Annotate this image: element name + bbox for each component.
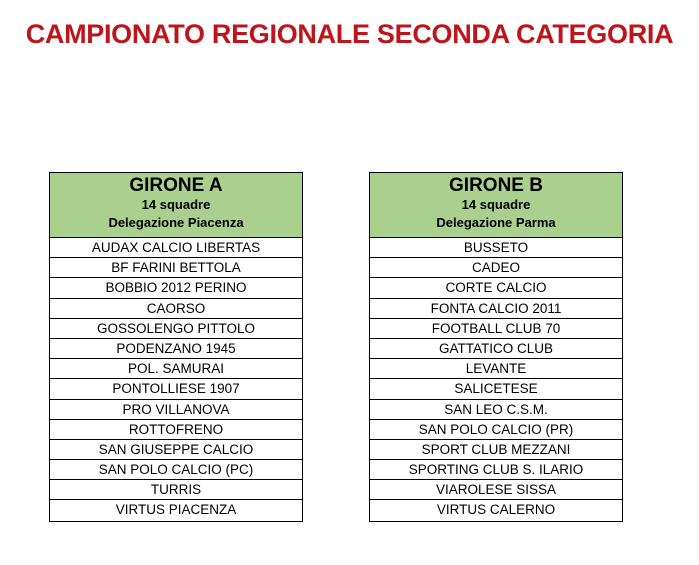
team-row: TURRIS <box>50 480 302 500</box>
team-row: VIRTUS PIACENZA <box>115 502 237 518</box>
group-a-header <box>50 173 302 238</box>
team-row: BUSSETO <box>370 238 622 258</box>
team-row: BOBBIO 2012 PERINO <box>50 278 302 298</box>
team-row: SPORT CLUB MEZZANI <box>370 440 622 460</box>
team-row: CADEO <box>370 258 622 278</box>
team-row: FONTA CALCIO 2011 <box>370 299 622 319</box>
team-row: SAN LEO C.S.M. <box>370 400 622 420</box>
group-b-table <box>369 172 623 522</box>
group-b-team-count: 14 squadre <box>461 197 531 212</box>
group-b-delegation: Delegazione Parma <box>436 215 556 230</box>
team-row: FOOTBALL CLUB 70 <box>370 319 622 339</box>
group-b-name: GIRONE B <box>449 175 543 196</box>
team-row: ROTTOFRENO <box>50 420 302 440</box>
team-row: BF FARINI BETTOLA <box>50 258 302 278</box>
team-row: CAORSO <box>50 299 302 319</box>
group-b-header <box>370 173 622 238</box>
team-row: SAN GIUSEPPE CALCIO <box>50 440 302 460</box>
group-a-team-count: 14 squadre <box>141 197 211 212</box>
team-row: VIRTUS CALERNO <box>436 502 556 518</box>
group-a-team-list <box>50 238 302 521</box>
page-title: CAMPIONATO REGIONALE SECONDA CATEGORIA <box>25 19 674 49</box>
team-row: GOSSOLENGO PITTOLO <box>50 319 302 339</box>
team-row: SAN POLO CALCIO (PC) <box>50 460 302 480</box>
group-a-name: GIRONE A <box>129 175 223 196</box>
team-row: PRO VILLANOVA <box>50 400 302 420</box>
group-b-team-list <box>370 238 622 521</box>
team-row: POL. SAMURAI <box>50 359 302 379</box>
team-row: SPORTING CLUB S. ILARIO <box>370 460 622 480</box>
team-row: SAN POLO CALCIO (PR) <box>370 420 622 440</box>
team-row: LEVANTE <box>370 359 622 379</box>
team-row: PODENZANO 1945 <box>50 339 302 359</box>
group-a-delegation: Delegazione Piacenza <box>108 215 244 230</box>
group-a-table <box>49 172 303 522</box>
team-row: SALICETESE <box>370 379 622 399</box>
team-row: AUDAX CALCIO LIBERTAS <box>50 238 302 258</box>
team-row: GATTATICO CLUB <box>370 339 622 359</box>
team-row: CORTE CALCIO <box>370 278 622 298</box>
team-row: PONTOLLIESE 1907 <box>50 379 302 399</box>
team-row: VIAROLESE SISSA <box>370 480 622 500</box>
